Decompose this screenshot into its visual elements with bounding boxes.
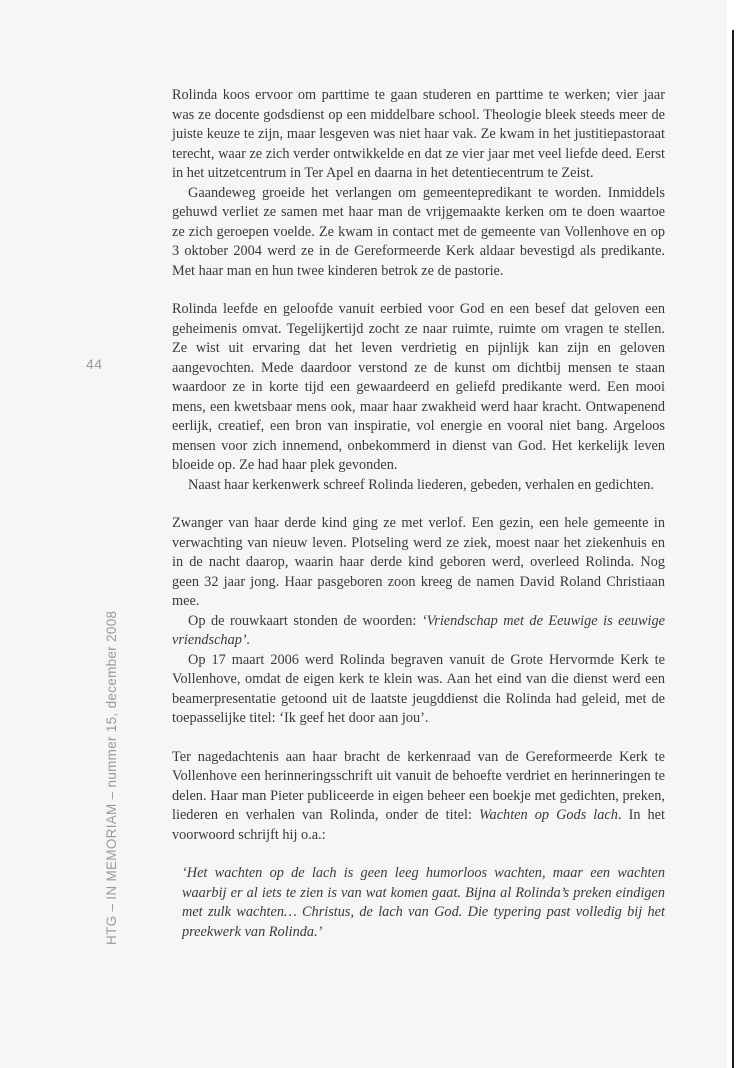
paragraph-8-suffix: . In het voorwoord schrijft hij o.a.: bbox=[172, 807, 665, 843]
running-head: HTG – IN MEMORIAM – nummer 15, december 2008 bbox=[104, 610, 119, 945]
paragraph-5: Zwanger van haar derde kind ging ze met verlof. Een gezin, een hele gemeente in verwachting van nieuw leven. Plotseling werd ze ziek, moest naar het ziekenhuis en in de nacht daarop, waarin haar derde kind geboren werd, overleed Rolinda. Nog geen 32 jaar jong. Haar pasgeboren zoon kreeg de namen David Roland Christiaan mee. bbox=[172, 515, 665, 609]
paragraph-3: Rolinda leefde en geloofde vanuit eerbied voor God en een besef dat geloven een geheimenis omvat. Tegelijkertijd zocht ze naar ruimte, ruimte om vragen te stellen. Ze wist uit ervaring dat het leven verdrietig en pijnlijk kan zijn en geloven aangevochten. Mede daardoor verstond ze de kunst om dichtbij mensen te staan waardoor ze in korte tijd een gewaardeerd en geliefd predikante werd. Een mooi mens, een kwetsbaar mens ook, maar haar zwakheid werd haar kracht. Ontwapenend eerlijk, creatief, een bron van inspiratie, vol energie en vooral niet bang. Argeloos mensen voor zich innemend, onbekommerd in dienst van God. Het kerkelijk leven bloeide op. Ze had haar plek gevonden. bbox=[172, 301, 665, 473]
paragraph-4: Naast haar kerkenwerk schreef Rolinda liederen, gebeden, verhalen en gedichten. bbox=[188, 476, 655, 493]
body-text bbox=[172, 86, 665, 942]
book-title: Wachten op Gods lach bbox=[478, 807, 618, 823]
paragraph-1: Rolinda koos ervoor om parttime te gaan studeren en parttime te werken; vier jaar was ze docente godsdienst op een middelbare school. Theologie bleek steeds meer de juiste keuze te zijn, maar lesgeven was niet haar vak. Ze kwam in het justitiepastoraat terecht, waar ze zich verder ontwikkelde en dat ze vier jaar met veel liefde deed. Eerst in het uitzetcentrum in Ter Apel en daarna in het detentiecentrum te Zeist. bbox=[172, 87, 665, 181]
block-quote: ‘Het wachten op de lach is geen leeg humorloos wachten, maar een wachten waarbij er al iets te zien is van wat komen gaat. Bijna al Rolinda’s preken eindigen met zulk wachten… Christus, de lach van God. Die typering past volledig bij het preekwerk van Rolinda.’ bbox=[182, 865, 665, 940]
paragraph-2: Gaandeweg groeide het verlangen om gemeentepredikant te worden. Inmiddels gehuwd verliet ze samen met haar man de vrijgemaakte kerken om te doen waartoe ze zich geroepen voelde. Ze kwam in contact met de gemeente van Vollenhove en op 3 oktober 2004 werd ze in de Gereformeerde Kerk aldaar bevestigd als predikante. Met haar man en hun twee kinderen betrok ze de pastorie. bbox=[172, 184, 665, 279]
paragraph-7: Op 17 maart 2006 werd Rolinda begraven vanuit de Grote Hervormde Kerk te Vollenhove, omdat de eigen kerk te klein was. Aan het eind van die dienst werd een beamerpresentatie getoond uit de laatste jeugddienst die Rolinda had geleid, met de toepasselijke titel: ‘Ik geef het door aan jou’. bbox=[172, 651, 665, 726]
paragraph-8 bbox=[172, 748, 665, 846]
paragraph-6-quote: ‘Vriendschap met de Eeuwige is eeuwige vriendschap’. bbox=[172, 612, 665, 648]
paragraph-6 bbox=[172, 612, 665, 651]
page-number: 44 bbox=[86, 356, 103, 372]
paragraph-8-text: Ter nagedachtenis aan haar bracht de kerkenraad van de Gereformeerde Kerk te Vollenhove een herinneringsschrift uit vanuit de behoefte verdriet en herinneringen te delen. Haar man Pieter publiceerde in eigen beheer een boekje met gedichten, preken, liederen en verhalen van Rolinda, onder de titel: bbox=[172, 748, 665, 823]
paragraph-6-text: Op de rouwkaart stonden de woorden: bbox=[188, 612, 422, 629]
binding-edge-line bbox=[732, 30, 734, 1068]
